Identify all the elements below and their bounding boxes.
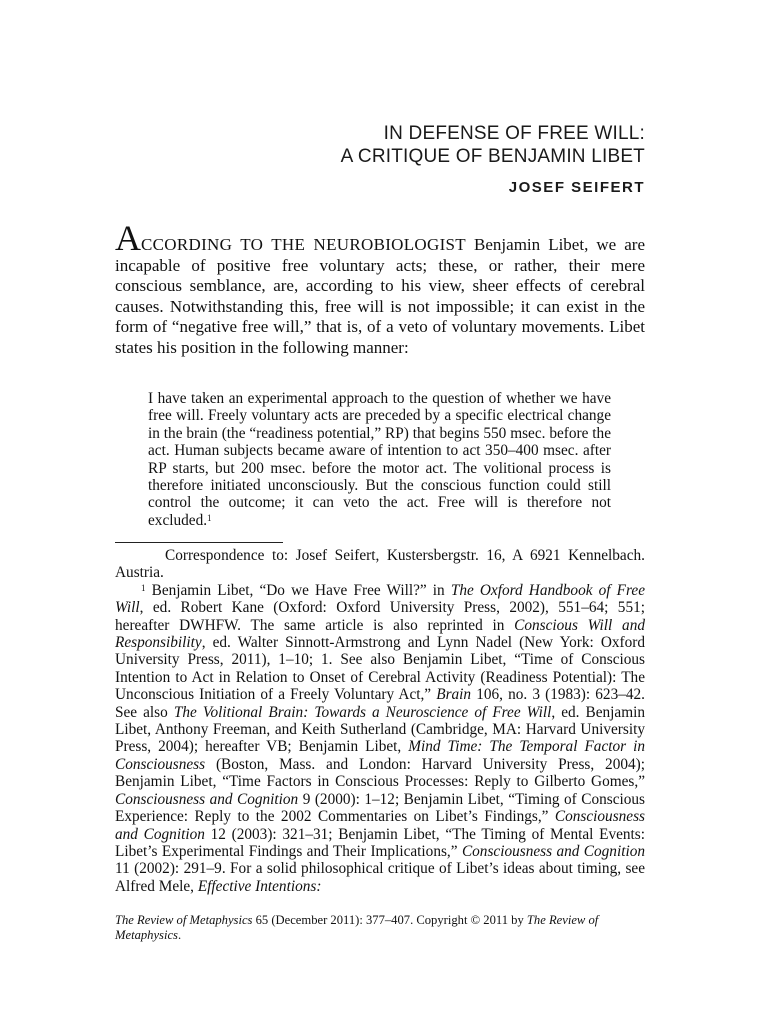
journal-details: 65 (December 2011): 377–407. Copyright © 2011 by (252, 913, 527, 927)
footnote-mark: 1 (141, 582, 146, 593)
block-quote (148, 390, 611, 529)
journal-name: The Review of Metaphysics (115, 913, 253, 927)
footnote-text-run: , ed. Benjamin Libet, Anthony Freeman, and Keith Sutherland (Cambridge, MA: Harvard University Press, 2004); hereafter VB; Benjamin Libet, (115, 703, 645, 756)
opening-paragraph (115, 218, 645, 359)
smallcaps-lead: CCORDING TO THE NEUROBIOLOGIST (141, 235, 466, 254)
journal-end: . (177, 927, 182, 942)
footnote-rule (115, 542, 283, 543)
cited-title: The Volitional Brain: Towards a Neuroscience of Free Will (173, 703, 552, 721)
footnote-text-run: , ed. Walter Sinnott-Armstrong and Lynn Nadel (New York: Oxford University Press, 2011), 1–10; 1. See also Benjamin Libet, “Time of Conscious Intention to Act in Relation to Onset of Cerebral Activity (Readiness Potential): The Unconscious Initiation of a Freely Voluntary Act,” (115, 634, 645, 704)
cited-title: Conscious Will and Responsibility (115, 616, 646, 652)
footnote-text-run: 9 (2000): 1–12; Benjamin Libet, “Timing of Conscious Experience: Reply to the 2002 Commentaries on Libet’s Findings,” (115, 790, 645, 826)
correspondence-note: Correspondence to: Josef Seifert, Kustersbergstr. 16, A 6921 Kennelbach. Austria. (115, 547, 645, 582)
footnote-1-text (115, 582, 645, 895)
article-title (341, 122, 645, 168)
title-line-1: IN DEFENSE OF FREE WILL: (383, 123, 645, 144)
footnote-ref[interactable]: 1 (207, 512, 212, 523)
author-name: JOSEF SEIFERT (508, 179, 645, 196)
title-line-2: A CRITIQUE OF BENJAMIN LIBET (340, 146, 645, 167)
footnote-text-run: 12 (2003): 321–31; Benjamin Libet, “The Timing of Mental Events: Libet’s Experimental Findings and Their Implications,” (115, 825, 645, 860)
journal-citation (115, 913, 645, 942)
cited-title: Consciousness and Cognition (115, 790, 299, 808)
footnote-1 (115, 582, 645, 895)
cited-title: Consciousness and Cognition (461, 842, 646, 860)
paragraph-text: Benjamin Libet, we are incapable of positive free voluntary acts; these, or rather, their mere conscious semblance, are, according to his view, sheer effects of cerebral causes. Notwithstanding this, free will is not impossible; it can exist in the form of “negative free will,” that is, of a veto of voluntary movements. Libet states his position in the following manner: (115, 235, 645, 357)
quote-text: I have taken an experimental approach to the question of whether we have free will. Freely voluntary acts are preceded by a specific electrical change in the brain (the “readiness potential,” RP) that begins 550 msec. before the act. Human subjects became aware of intention to act 350–400 msec. after RP starts, but 200 msec. before the motor act. The volitional process is therefore initiated unconsciously. But the conscious function could still control the outcome; it can veto the act. Free will is therefore not excluded. (148, 390, 611, 529)
drop-cap: A (115, 218, 141, 258)
cited-title: Mind Time: The Temporal Factor in Consciousness (115, 738, 645, 773)
footnotes (115, 547, 645, 895)
footnote-text-run: Benjamin Libet, “Do we Have Free Will?” in (145, 581, 451, 599)
cited-title: The Oxford Handbook of Free Will (115, 581, 645, 617)
footnote-text-run: 11 (2002): 291–9. For a solid philosophical critique of Libet’s ideas about timing, see Alfred Mele, (115, 860, 645, 895)
footnote-text-run: 106, no. 3 (1983): 623–42. See also (115, 686, 645, 721)
cited-title: Brain (436, 686, 472, 704)
cited-title: Effective Intentions: (197, 877, 322, 895)
cited-title: Consciousness and Cognition (115, 808, 645, 843)
journal-name-2: The Review of Metaphysics (115, 913, 599, 942)
footnote-text-run: (Boston, Mass. and London: Harvard University Press, 2004); Benjamin Libet, “Time Factors in Conscious Processes: Reply to Gilberto Gomes,” (115, 755, 645, 791)
footnote-text-run: , ed. Robert Kane (Oxford: Oxford University Press, 2002), 551–64; 551; hereafter DWHFW. The same article is also reprinted in (115, 599, 645, 634)
